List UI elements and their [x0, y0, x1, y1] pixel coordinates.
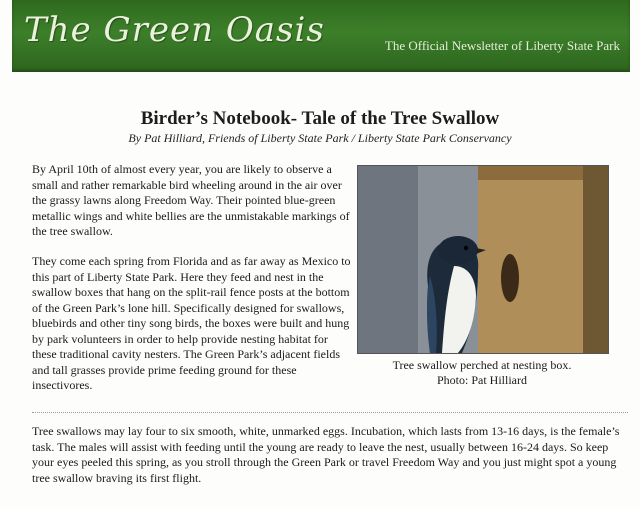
article-paragraph-1: By April 10th of almost every year, you are likely to observe a small and rather remarkable bird wheeling around in the air over the grassy lawns along Freedom Way. Their pointed blue-green metallic wings and white bellies are the unmistakable markings of the tree swallow.	[32, 162, 350, 238]
article-paragraph-2: They come each spring from Florida and as far away as Mexico to this part of Liberty State Park. Here they feed and nest in the swallow boxes that hang on the split-rail fence posts at the bottom of the Green Park’s lone hill. Specifically designed for swallows, bluebirds and other tiny song birds, the boxes were built and hung by park volunteers in order to help provide nesting habitat for these traditional cavity nesters. The Green Park’s adjacent fields and tall grasses provide prime feeding ground for these insectivores.	[32, 254, 351, 392]
section-divider	[32, 412, 628, 413]
tree-swallow-photo	[357, 165, 609, 354]
newsletter-banner	[12, 0, 630, 72]
article-byline: By Pat Hilliard, Friends of Liberty State Park / Liberty State Park Conservancy	[128, 131, 512, 145]
article-paragraph-3: Tree swallows may lay four to six smooth, white, unmarked eggs. Incubation, which lasts from 13-16 days, is the female’s task. The males will assist with feeding until the young are ready to leave the nest, usually between 16-24 days. So keep your eyes peeled this spring, as you stroll through the Green Park or travel Freedom Way and you just might spot a young tree swallow braving its first flight.	[32, 424, 620, 485]
photo-caption-text: Tree swallow perched at nesting box.	[392, 358, 572, 372]
swallow-illustration	[358, 166, 608, 353]
newsletter-subtitle: The Official Newsletter of Liberty State Park	[384, 38, 620, 53]
article-title: Birder’s Notebook- Tale of the Tree Swallow	[140, 108, 500, 129]
photo-credit: Photo: Pat Hilliard	[437, 373, 527, 387]
newsletter-title: The Green Oasis	[24, 10, 325, 50]
photo-caption	[357, 358, 607, 388]
